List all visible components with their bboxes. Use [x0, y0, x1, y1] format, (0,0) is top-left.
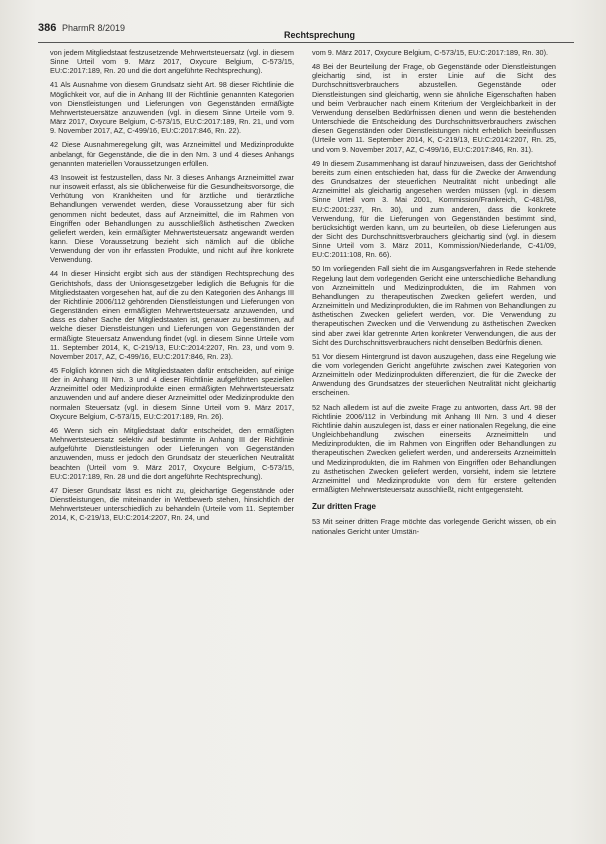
paragraph: 41 Als Ausnahme von diesem Grundsatz sieht Art. 98 dieser Richtlinie die Möglichkeit vor, auf die in Anhang III der Richtlinie genannten Kategorien von Dienstleistungen und Lieferungen von Gegenständen ermäßigte Mehrwertsteuersätze anzuwenden (vgl. in diesem Sinne Urteile vom 9. März 2017, Oxycure Belgium, C-573/15, EU:C:2017:189, Rn. 21, und vom 9. November 2017, AZ, C-499/16, EU:C:2017:846, Rn. 22). [50, 80, 294, 136]
paragraph: 53 Mit seiner dritten Frage möchte das vorlegende Gericht wissen, ob ein nationales Gericht unter Umstän- [312, 517, 556, 536]
paragraph: 48 Bei der Beurteilung der Frage, ob Gegenstände oder Dienstleistungen gleichartig sind, ist in erster Linie auf die Sicht des Durchschnittsverbrauchers abzustellen. Gegenstände oder Dienstleistungen sind gleichartig, wenn sie ähnliche Eigenschaften haben und beim Verbraucher nach einem Kriterium der Vergleichbarkeit in der Verwendung denselben Bedürfnissen dienen und wenn die bestehenden Unterschiede die Entscheidung des Durchschnittsverbrauchers zwischen diesen Gegenständen oder Dienstleistungen nicht erheblich beeinflussen (Urteile vom 11. September 2014, K, C-219/13, EU:C:2014:2207, Rn. 25, und vom 9. November 2017, AZ, C-499/16, EU:C:2017:846, Rn. 31). [312, 62, 556, 154]
paragraph: 45 Folglich können sich die Mitgliedstaaten dafür entscheiden, auf einige der in Anhang III Nrn. 3 und 4 dieser Richtlinie aufgeführten speziellen Arzneimittel oder Medizinprodukte einen ermäßigten Mehrwertsteuersatz anzuwenden und auf andere dieser Arzneimittel oder Medizinprodukte den normalen Steuersatz (vgl. in diesem Sinne Urteil vom 9. März 2017, Oxycure Belgium, C-573/15, EU:C:2017:189, Rn. 26). [50, 366, 294, 421]
paragraph: 49 In diesem Zusammenhang ist darauf hinzuweisen, dass der Gerichtshof bereits zum einen entschieden hat, dass für die Zwecke der Anwendung des Grundsatzes der steuerlichen Neutralität nicht unbedingt alle Arzneimittel als gleichartig angesehen werden müssen (vgl. in diesem Sinne Urteil vom 3. Mai 2001, Kommission/Frankreich, C-481/98, EU:C:2001:237, Rn. 30), und zum anderen, dass die konkrete Verwendung, für die Lieferungen von Gegenständen bestimmt sind, berücksichtigt werden kann, um zu beurteilen, ob diese Lieferungen aus der Sicht des Durchschnittsverbrauchers gleichartig sind (vgl. in diesem Sinne Urteil vom 3. März 2011, Kommission/Niederlande, C-41/09, EU:C:2011:108, Rn. 66). [312, 158, 556, 260]
right-column [312, 48, 556, 541]
paragraph: 46 Wenn sich ein Mitgliedstaat dafür entscheidet, den ermäßigten Mehrwertsteuersatz selektiv auf bestimmte in Anhang III der Richtlinie aufgeführte Dienstleistungen oder Lieferungen von Gegenständen anzuwenden, muss er jedoch den Grundsatz der steuerlichen Neutralität beachten (Urteil vom 9. März 2017, Oxycure Belgium, C-573/15, EU:C:2017:189, Rn. 28 und die dort angeführte Rechtsprechung). [50, 425, 294, 481]
subheading: Zur dritten Frage [312, 502, 377, 512]
paragraph: 44 In dieser Hinsicht ergibt sich aus der ständigen Rechtsprechung des Gerichtshofs, dass der Unionsgesetzgeber lediglich die Befugnis für die Mitgliedstaaten vorgesehen hat, auf die zu den Kategorien des Anhangs III der Richtlinie 2006/112 gehörenden Dienstleistungen und Lieferungen von Gegenständen einen ermäßigten Mehrwertsteuersatz anzuwenden, und dass es daher Sache der Mitgliedstaaten ist, genauer zu bestimmen, auf welche dieser Dienstleistungen und Lieferungen von Gegenständen der ermäßigte Steuersatz Anwendung findet (vgl. in diesem Sinne Urteile vom 11. September 2014, K, C-219/13, EU:C:2014:2207, Rn. 23, und vom 9. November 2017, AZ, C-499/16, EU:C:2017:846, Rn. 23). [50, 269, 294, 361]
journal-name: PharmR 8/2019 [62, 23, 126, 33]
header-rule [38, 42, 574, 43]
paragraph: vom 9. März 2017, Oxycure Belgium, C-573/15, EU:C:2017:189, Rn. 30). [312, 48, 549, 57]
paragraph: 42 Diese Ausnahmeregelung gilt, was Arzneimittel und Medizinprodukte anbelangt, für Gegenstände, die die in den Nrn. 3 und 4 dieses Anhangs genannten materiellen Voraussetzungen erfüllen. [50, 140, 294, 168]
paragraph: 47 Dieser Grundsatz lässt es nicht zu, gleichartige Gegenstände oder Dienstleistungen, die miteinander in Wettbewerb stehen, hinsichtlich der Mehrwertsteuer unterschiedlich zu behandeln (Urteile vom 11. September 2014, K, C-219/13, EU:C:2014:2207, Rn. 24, und [50, 485, 294, 523]
left-column [50, 48, 294, 528]
page-number: 386 [38, 22, 57, 34]
paragraph: 52 Nach alledem ist auf die zweite Frage zu antworten, dass Art. 98 der Richtlinie 2006/112 in Verbindung mit Anhang III Nrn. 3 und 4 dieser Richtlinie dahin auszulegen ist, dass er einer nationalen Regelung, die eine Ungleichbehandlung zwischen einerseits Arzneimitteln und Medizinprodukten, die im Rahmen von Eingriffen oder Behandlungen zu therapeutischen Zwecken geliefert werden, und andererseits Arzneimitteln und Medizinprodukten, die im Rahmen von Eingriffen oder Behandlungen zu ästhetischen Zwecken geliefert werden, vorsieht, indem sie letztere Arzneimittel und Medizinprodukte von dem für erstere geltenden ermäßigten Mehrwertsteuersatz ausschließt, nicht entgegensteht. [312, 402, 556, 495]
paragraph: 51 Vor diesem Hintergrund ist davon auszugehen, dass eine Regelung wie die vom vorlegenden Gericht angeführte zwischen zwei Kategorien von Arzneimitteln oder Medizinprodukten differenziert, die für die Zwecke der Anwendung des Grundsatzes der steuerlichen Neutralität nicht gleichartig erscheinen. [312, 351, 556, 398]
paragraph: von jedem Mitgliedstaat festzusetzende Mehrwertsteuersatz (vgl. in diesem Sinne Urteil vom 9. März 2017, Oxycure Belgium, C-573/15, EU:C:2017:189, Rn. 20 und die dort angeführte Rechtsprechung). [50, 48, 294, 76]
paragraph: 50 Im vorliegenden Fall sieht die im Ausgangsverfahren in Rede stehende Regelung laut dem vorlegenden Gericht eine unterschiedliche Behandlung von Arzneimitteln und Medizinprodukten, die im Rahmen von Behandlungen zu therapeutischen Zwecken geliefert werden, und Arzneimitteln und Medizinprodukten, die im Rahmen von Behandlungen zu ästhetischen Zwecken geliefert werden, vor. Die Verwendung zu therapeutischen Zwecken und die Verwendung zu ästhetischen Zwecken sind aber zwei klar getrennte Arten konkreter Verwendungen, die aus der Sicht des Durchschnittsverbrauchers nicht denselben Bedürfnis dienen. [312, 264, 556, 347]
paragraph: 43 Insoweit ist festzustellen, dass Nr. 3 dieses Anhangs Arzneimittel zwar nur insoweit erfasst, als sie üblicherweise für die Gesundheitsvorsorge, die Verhütung von Krankheiten und für ärztliche und tierärztliche Behandlungen verwendet werden, diese Voraussetzung aber für sich genommen nicht bedeutet, dass auf Arzneimittel, die im Rahmen von Eingriffen oder Behandlungen zu ausschließlich ästhetischen Zwecken geliefert werden, kein ermäßigter Mehrwertsteuersatz angewandt werden kann. Diese Voraussetzung bezieht sich nämlich auf die übliche Verwendung der von ihr erfassten Produkte, und nicht auf ihre konkrete Verwendung. [50, 172, 294, 265]
page-header [38, 20, 574, 42]
section-title: Rechtsprechung [284, 30, 356, 40]
